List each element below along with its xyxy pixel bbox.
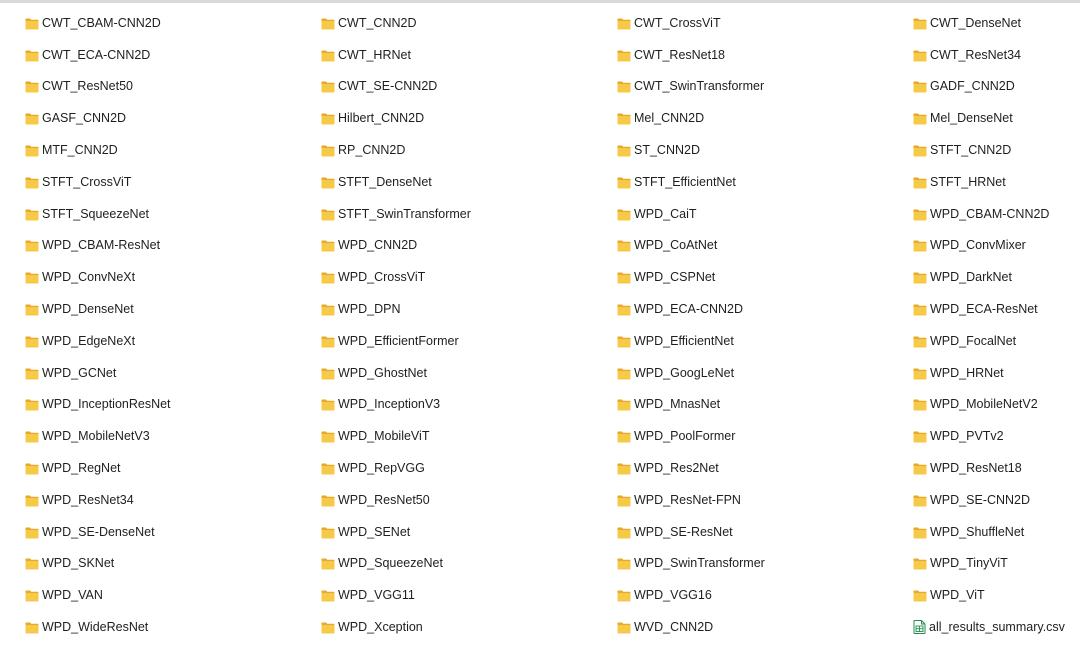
item-label: WPD_DenseNet: [42, 302, 134, 317]
folder-item[interactable]: [888, 516, 1080, 548]
item-label: STFT_CNN2D: [930, 143, 1012, 158]
folder-icon: [913, 80, 927, 92]
item-label: STFT_SqueezeNet: [42, 206, 149, 221]
folder-item[interactable]: [592, 166, 888, 198]
folder-item[interactable]: [592, 134, 888, 166]
folder-icon: [617, 112, 631, 124]
folder-icon: [321, 526, 335, 538]
item-label: CWT_ECA-CNN2D: [42, 47, 151, 62]
folder-item[interactable]: [296, 71, 592, 103]
folder-item[interactable]: [296, 484, 592, 516]
folder-icon: [25, 557, 39, 569]
item-label: all_results_summary.csv: [929, 620, 1065, 635]
item-label: CWT_CBAM-CNN2D: [42, 15, 161, 30]
folder-icon: [913, 589, 927, 601]
item-label: WPD_VGG16: [634, 588, 712, 603]
folder-icon: [617, 49, 631, 61]
folder-icon: [913, 430, 927, 442]
folder-item[interactable]: [592, 548, 888, 580]
folder-icon: [617, 144, 631, 156]
folder-icon: [617, 239, 631, 251]
item-label: WPD_FocalNet: [930, 333, 1017, 348]
item-label: WPD_MobileNetV2: [930, 397, 1038, 412]
folder-icon: [321, 557, 335, 569]
folder-item[interactable]: [0, 230, 296, 262]
folder-icon: [913, 208, 927, 220]
folder-icon: [617, 398, 631, 410]
folder-item[interactable]: [296, 516, 592, 548]
folder-icon: [913, 271, 927, 283]
item-label: WPD_CSPNet: [634, 270, 716, 285]
item-label: CWT_CNN2D: [338, 15, 417, 30]
folder-item[interactable]: [592, 198, 888, 230]
folder-icon: [321, 239, 335, 251]
item-label: WPD_VGG11: [338, 588, 415, 603]
folder-item[interactable]: [592, 230, 888, 262]
folder-item[interactable]: [0, 71, 296, 103]
item-label: Mel_DenseNet: [930, 111, 1013, 126]
folder-icon: [321, 80, 335, 92]
folder-icon: [25, 176, 39, 188]
folder-icon: [913, 494, 927, 506]
folder-icon: [25, 144, 39, 156]
item-label: WPD_ViT: [930, 588, 985, 603]
item-label: WPD_EfficientFormer: [338, 333, 459, 348]
folder-item[interactable]: [0, 516, 296, 548]
folder-icon: [25, 239, 39, 251]
item-label: WPD_GoogLeNet: [634, 365, 735, 380]
item-label: WPD_CaiT: [634, 206, 697, 221]
item-label: WVD_CNN2D: [634, 620, 714, 635]
folder-item[interactable]: [592, 389, 888, 421]
folder-item[interactable]: [888, 7, 1080, 39]
folder-item[interactable]: [888, 484, 1080, 516]
folder-icon: [25, 526, 39, 538]
folder-item[interactable]: [888, 389, 1080, 421]
item-label: CWT_SE-CNN2D: [338, 79, 438, 94]
folder-icon: [617, 335, 631, 347]
folder-icon: [321, 398, 335, 410]
folder-item[interactable]: [888, 166, 1080, 198]
folder-item[interactable]: [296, 357, 592, 389]
item-label: WPD_ECA-ResNet: [930, 302, 1038, 317]
item-label: WPD_ResNet18: [930, 461, 1022, 476]
item-label: WPD_EdgeNeXt: [42, 333, 136, 348]
item-label: WPD_CoAtNet: [634, 238, 718, 253]
item-label: WPD_MobileNetV3: [42, 429, 150, 444]
folder-icon: [25, 208, 39, 220]
folder-icon: [25, 621, 39, 633]
folder-item[interactable]: [296, 166, 592, 198]
item-label: WPD_Res2Net: [634, 461, 719, 476]
folder-icon: [913, 557, 927, 569]
folder-icon: [25, 80, 39, 92]
item-label: CWT_ResNet50: [42, 79, 133, 94]
item-label: WPD_RepVGG: [338, 461, 425, 476]
item-label: STFT_HRNet: [930, 174, 1006, 189]
folder-icon: [321, 430, 335, 442]
item-label: WPD_WideResNet: [42, 620, 149, 635]
folder-item[interactable]: [592, 420, 888, 452]
item-label: WPD_DPN: [338, 302, 401, 317]
item-label: STFT_CrossViT: [42, 174, 132, 189]
folder-item[interactable]: [0, 420, 296, 452]
folder-item[interactable]: [0, 134, 296, 166]
folder-icon: [913, 367, 927, 379]
folder-item[interactable]: [296, 39, 592, 71]
item-label: Mel_CNN2D: [634, 111, 705, 126]
folder-item[interactable]: [592, 7, 888, 39]
folder-icon: [913, 335, 927, 347]
folder-item[interactable]: [296, 452, 592, 484]
item-label: WPD_Xception: [338, 620, 423, 635]
folder-item[interactable]: [296, 548, 592, 580]
folder-item[interactable]: [888, 102, 1080, 134]
folder-icon: [913, 239, 927, 251]
item-label: WPD_ConvNeXt: [42, 270, 136, 285]
item-label: WPD_SE-CNN2D: [930, 492, 1031, 507]
item-label: CWT_HRNet: [338, 47, 411, 62]
folder-item[interactable]: [592, 611, 888, 643]
item-label: STFT_SwinTransformer: [338, 206, 471, 221]
folder-icon: [321, 112, 335, 124]
folder-icon: [25, 271, 39, 283]
folder-item[interactable]: [888, 548, 1080, 580]
item-label: WPD_InceptionV3: [338, 397, 441, 412]
item-label: WPD_SE-DenseNet: [42, 524, 155, 539]
folder-icon: [617, 17, 631, 29]
folder-icon: [913, 462, 927, 474]
csv-file-icon: [913, 620, 926, 634]
item-label: CWT_ResNet34: [930, 47, 1021, 62]
folder-icon: [321, 335, 335, 347]
folder-icon: [913, 49, 927, 61]
folder-icon: [25, 367, 39, 379]
item-label: WPD_TinyViT: [930, 556, 1008, 571]
folder-icon: [25, 17, 39, 29]
item-label: WPD_MnasNet: [634, 397, 721, 412]
folder-icon: [617, 589, 631, 601]
folder-icon: [617, 303, 631, 315]
folder-item[interactable]: [592, 579, 888, 611]
folder-icon: [321, 462, 335, 474]
folder-item[interactable]: [0, 166, 296, 198]
folder-icon: [617, 494, 631, 506]
folder-icon: [617, 271, 631, 283]
folder-item[interactable]: [0, 261, 296, 293]
folder-icon: [913, 303, 927, 315]
item-label: WPD_PoolFormer: [634, 429, 736, 444]
item-label: RP_CNN2D: [338, 143, 406, 158]
folder-item[interactable]: [0, 452, 296, 484]
file-item[interactable]: [888, 611, 1080, 643]
folder-item[interactable]: [0, 198, 296, 230]
item-label: MTF_CNN2D: [42, 143, 118, 158]
folder-icon: [617, 367, 631, 379]
item-label: CWT_ResNet18: [634, 47, 725, 62]
folder-icon: [25, 112, 39, 124]
folder-item[interactable]: [888, 293, 1080, 325]
folder-item[interactable]: [888, 420, 1080, 452]
folder-item[interactable]: [888, 134, 1080, 166]
item-label: WPD_DarkNet: [930, 270, 1012, 285]
folder-item[interactable]: [296, 261, 592, 293]
item-label: WPD_CrossViT: [338, 270, 426, 285]
folder-item[interactable]: [592, 484, 888, 516]
folder-item[interactable]: [0, 293, 296, 325]
item-label: WPD_ECA-CNN2D: [634, 302, 744, 317]
item-label: WPD_EfficientNet: [634, 333, 734, 348]
folder-item[interactable]: [296, 7, 592, 39]
folder-icon: [321, 208, 335, 220]
folder-item[interactable]: [592, 39, 888, 71]
item-label: WPD_VAN: [42, 588, 103, 603]
item-label: WPD_CBAM-CNN2D: [930, 206, 1050, 221]
folder-item[interactable]: [592, 261, 888, 293]
folder-icon: [617, 176, 631, 188]
item-label: GADF_CNN2D: [930, 79, 1015, 94]
folder-item[interactable]: [888, 39, 1080, 71]
folder-item[interactable]: [296, 611, 592, 643]
folder-item[interactable]: [296, 198, 592, 230]
item-label: WPD_PVTv2: [930, 429, 1004, 444]
folder-icon: [617, 208, 631, 220]
folder-icon: [25, 462, 39, 474]
folder-icon: [617, 80, 631, 92]
folder-icon: [617, 557, 631, 569]
folder-icon: [913, 17, 927, 29]
folder-icon: [25, 398, 39, 410]
folder-item[interactable]: [888, 71, 1080, 103]
folder-item[interactable]: [592, 293, 888, 325]
item-label: WPD_SwinTransformer: [634, 556, 765, 571]
folder-icon: [617, 621, 631, 633]
folder-icon: [321, 367, 335, 379]
folder-icon: [913, 398, 927, 410]
top-divider: [0, 0, 1080, 3]
folder-icon: [617, 526, 631, 538]
folder-icon: [321, 589, 335, 601]
item-label: WPD_SE-ResNet: [634, 524, 733, 539]
item-label: WPD_SqueezeNet: [338, 556, 443, 571]
item-label: CWT_CrossViT: [634, 15, 721, 30]
folder-icon: [321, 17, 335, 29]
folder-item[interactable]: [592, 452, 888, 484]
folder-item[interactable]: [592, 357, 888, 389]
folder-item[interactable]: [888, 230, 1080, 262]
folder-item[interactable]: [0, 611, 296, 643]
folder-icon: [321, 176, 335, 188]
folder-item[interactable]: [888, 198, 1080, 230]
item-label: WPD_ResNet34: [42, 492, 134, 507]
item-label: WPD_ConvMixer: [930, 238, 1026, 253]
folder-icon: [617, 462, 631, 474]
item-label: CWT_SwinTransformer: [634, 79, 765, 94]
folder-item[interactable]: [296, 293, 592, 325]
folder-item[interactable]: [296, 230, 592, 262]
folder-item[interactable]: [592, 102, 888, 134]
folder-icon: [321, 271, 335, 283]
item-label: WPD_CNN2D: [338, 238, 418, 253]
folder-item[interactable]: [0, 548, 296, 580]
item-label: WPD_RegNet: [42, 461, 121, 476]
item-label: WPD_MobileViT: [338, 429, 430, 444]
folder-icon: [25, 49, 39, 61]
folder-item[interactable]: [296, 102, 592, 134]
folder-icon: [321, 49, 335, 61]
folder-icon: [25, 303, 39, 315]
item-label: CWT_DenseNet: [930, 15, 1021, 30]
folder-item[interactable]: [0, 39, 296, 71]
item-label: WPD_GhostNet: [338, 365, 427, 380]
folder-item[interactable]: [0, 389, 296, 421]
item-label: WPD_ResNet50: [338, 492, 430, 507]
file-grid: [0, 7, 1080, 643]
item-label: WPD_ResNet-FPN: [634, 492, 741, 507]
folder-icon: [25, 494, 39, 506]
item-label: WPD_SENet: [338, 524, 411, 539]
item-label: WPD_HRNet: [930, 365, 1004, 380]
folder-icon: [321, 494, 335, 506]
folder-icon: [321, 303, 335, 315]
folder-icon: [321, 621, 335, 633]
item-label: WPD_GCNet: [42, 365, 117, 380]
folder-item[interactable]: [592, 325, 888, 357]
folder-icon: [617, 430, 631, 442]
folder-item[interactable]: [0, 357, 296, 389]
folder-item[interactable]: [296, 134, 592, 166]
folder-item[interactable]: [888, 452, 1080, 484]
item-label: WPD_InceptionResNet: [42, 397, 171, 412]
folder-icon: [25, 589, 39, 601]
item-label: ST_CNN2D: [634, 143, 700, 158]
folder-item[interactable]: [888, 325, 1080, 357]
item-label: WPD_ShuffleNet: [930, 524, 1025, 539]
folder-icon: [913, 144, 927, 156]
folder-item[interactable]: [888, 261, 1080, 293]
folder-item[interactable]: [296, 579, 592, 611]
folder-item[interactable]: [0, 7, 296, 39]
folder-icon: [913, 176, 927, 188]
item-label: STFT_DenseNet: [338, 174, 432, 189]
folder-icon: [25, 335, 39, 347]
folder-icon: [25, 430, 39, 442]
folder-icon: [913, 112, 927, 124]
folder-item[interactable]: [296, 389, 592, 421]
folder-item[interactable]: [296, 325, 592, 357]
item-label: Hilbert_CNN2D: [338, 111, 425, 126]
item-label: WPD_SKNet: [42, 556, 115, 571]
folder-item[interactable]: [888, 357, 1080, 389]
folder-item[interactable]: [296, 420, 592, 452]
folder-item[interactable]: [0, 484, 296, 516]
folder-item[interactable]: [592, 71, 888, 103]
item-label: STFT_EfficientNet: [634, 174, 736, 189]
folder-icon: [321, 144, 335, 156]
item-label: GASF_CNN2D: [42, 111, 127, 126]
folder-item[interactable]: [0, 102, 296, 134]
item-label: WPD_CBAM-ResNet: [42, 238, 161, 253]
folder-item[interactable]: [0, 325, 296, 357]
folder-item[interactable]: [0, 579, 296, 611]
folder-item[interactable]: [888, 579, 1080, 611]
folder-icon: [913, 526, 927, 538]
folder-item[interactable]: [592, 516, 888, 548]
